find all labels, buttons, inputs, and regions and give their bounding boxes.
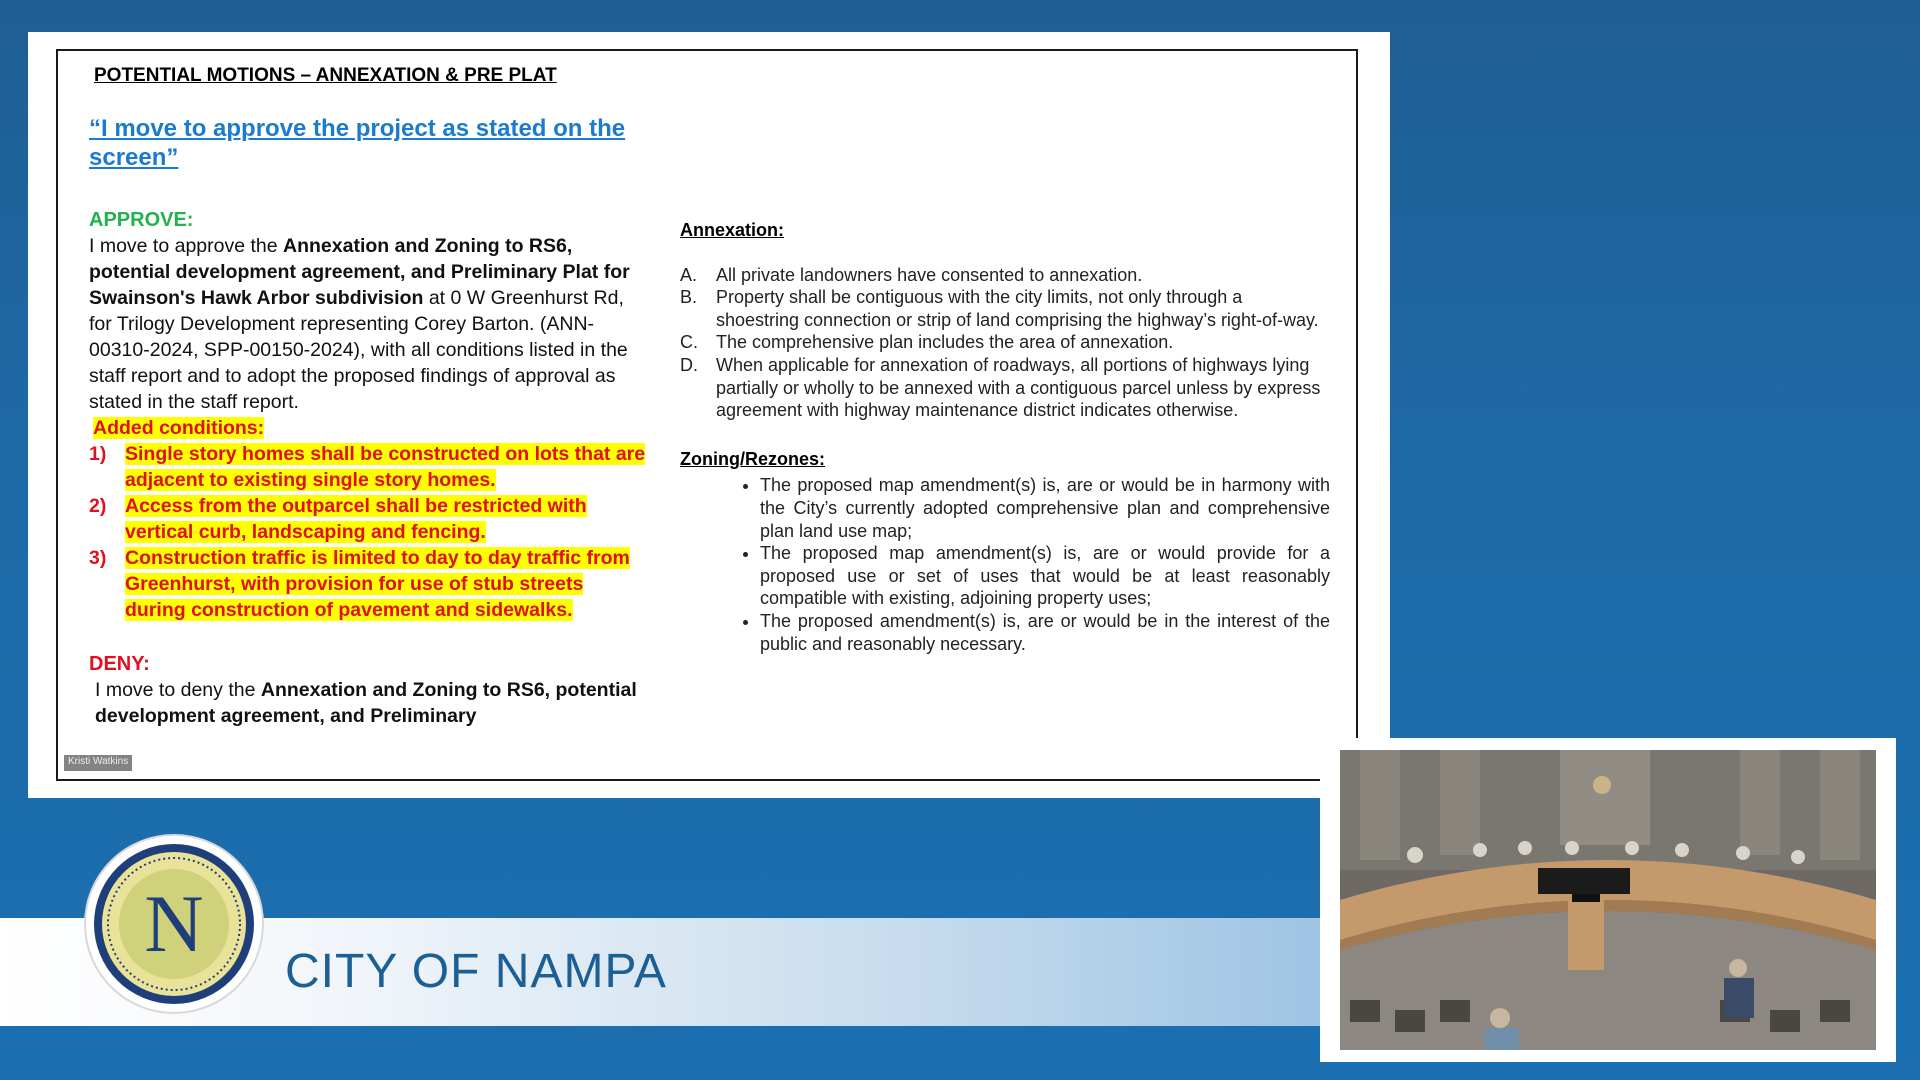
item-letter: B. (680, 287, 698, 308)
item-letter: C. (680, 332, 698, 353)
condition-number: 2) (89, 495, 107, 517)
annexation-item (680, 331, 1330, 354)
approve-motion-text (89, 233, 649, 415)
deny-intro: I move to deny the (95, 679, 261, 701)
condition-number: 3) (89, 547, 107, 569)
annexation-item (680, 264, 1330, 287)
item-text: All private landowners have consented to annexation. (716, 264, 1143, 285)
item-letter: D. (680, 354, 698, 375)
item-letter: A. (680, 264, 698, 285)
motions-column (89, 207, 649, 729)
slide-title: POTENTIAL MOTIONS – ANNEXATION & PRE PLAT (94, 65, 557, 86)
deny-heading: DENY: (89, 653, 150, 675)
condition-text: Single story homes shall be constructed on lots that are adjacent to existing single story homes. (125, 443, 646, 491)
condition-item (89, 441, 649, 493)
city-seal-icon (86, 836, 262, 1012)
zoning-item: • The proposed map amendment(s) is, are or would provide for a proposed use or set of uses that would be at least reasonably compatible with existing, adjoining property uses; (760, 542, 1330, 610)
condition-item (89, 545, 649, 623)
approve-rest-text: at 0 W Greenhurst Rd, for Trilogy Development representing Corey Barton. (ANN-00310-2024, SPP-00150-2024), with all conditions listed in the staff report and to adopt the proposed findings of approval as stated in the staff report. (89, 287, 628, 413)
annexation-heading: Annexation: (680, 220, 785, 240)
presentation-frame (28, 32, 1390, 798)
approve-intro: I move to approve the (89, 235, 284, 257)
zoning-list (680, 474, 1330, 655)
item-text: Property shall be contiguous with the city limits, not only through a shoestring connection or strip of land comprising the highway’s right-of-way. (716, 287, 1319, 330)
motion-quote: “I move to approve the project as stated on the screen” (89, 115, 626, 171)
presentation-slide (56, 49, 1358, 781)
criteria-column (680, 219, 1330, 655)
zoning-item: • The proposed map amendment(s) is, are or would be in harmony with the City’s currently adopted comprehensive plan and comprehensive plan land use map; (760, 474, 1330, 542)
condition-number: 1) (89, 443, 107, 465)
seal-letter: N (144, 878, 204, 969)
zoning-heading: Zoning/Rezones: (680, 448, 825, 469)
zoning-item: • The proposed amendment(s) is, are or would be in the interest of the public and reasonably necessary. (760, 610, 1330, 655)
city-name: CITY OF NAMPA (285, 945, 667, 998)
condition-item (89, 493, 649, 545)
annexation-item (680, 286, 1330, 331)
deny-motion-text (89, 677, 649, 729)
approve-heading: APPROVE: (89, 209, 194, 231)
item-text: When applicable for annexation of roadways, all portions of highways lying partially or wholly to be annexed with a contiguous parcel unless by express agreement with highway maintenance district indicates otherwise. (716, 354, 1321, 421)
condition-text: Construction traffic is limited to day to day traffic from Greenhurst, with provision for use of stub streets during construction of pavement and sidewalks. (125, 547, 630, 621)
video-feed-frame (1320, 738, 1896, 1062)
added-conditions-label: Added conditions: (93, 417, 265, 439)
speaker-name-tag: Kristi Watkins (64, 755, 132, 771)
approve-bold-text: Annexation and Zoning to RS6, potential development agreement, and Preliminary Plat for Swainson's Hawk Arbor subdivision (89, 235, 630, 309)
deny-bold-text: Annexation and Zoning to RS6, potential development agreement, and Preliminary (95, 679, 637, 727)
condition-text: Access from the outparcel shall be restricted with vertical curb, landscaping and fencing. (125, 495, 587, 543)
item-text: The comprehensive plan includes the area of annexation. (716, 332, 1174, 353)
annexation-item (680, 354, 1330, 422)
council-chamber-video (1340, 750, 1876, 1050)
